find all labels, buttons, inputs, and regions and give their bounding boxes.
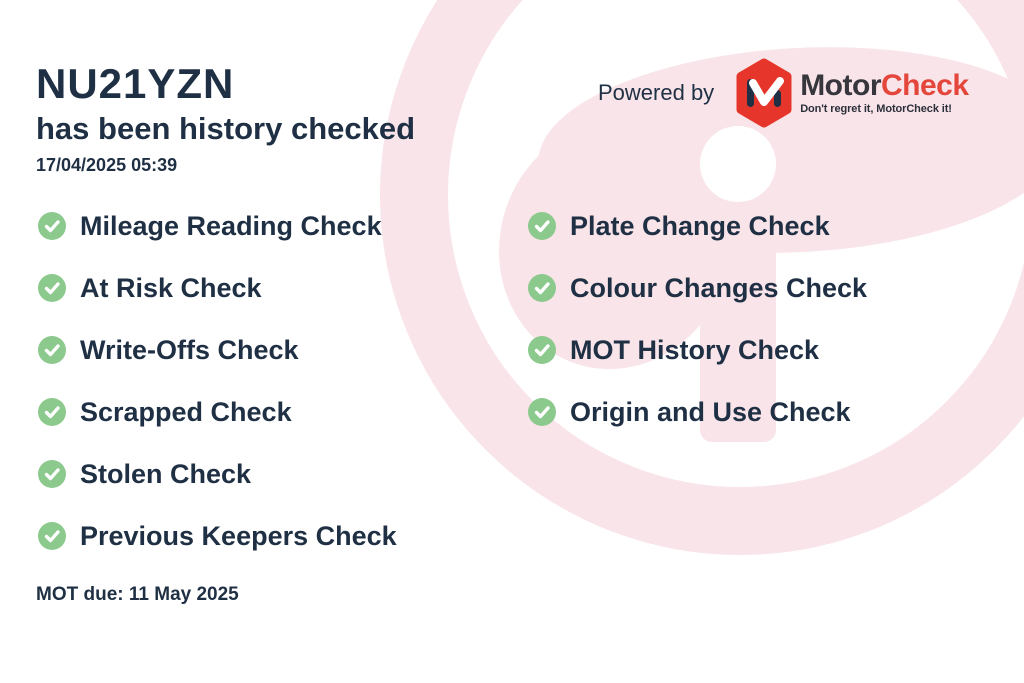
- check-item: [38, 212, 397, 240]
- check-item-label: Scrapped Check: [80, 397, 292, 427]
- powered-by-label: Powered by: [598, 80, 715, 105]
- checks-column-right: [528, 212, 867, 426]
- check-item-label: Write-Offs Check: [80, 335, 299, 365]
- check-circle-icon: [38, 274, 66, 302]
- check-circle-icon: [528, 212, 556, 240]
- brand-name: [800, 69, 968, 102]
- check-item-label: At Risk Check: [80, 273, 262, 303]
- checks-column-left: [38, 212, 397, 550]
- check-circle-icon: [528, 336, 556, 364]
- check-timestamp: 17/04/2025 05:39: [36, 155, 178, 175]
- check-item: [38, 336, 397, 364]
- check-item-label: Plate Change Check: [570, 211, 830, 241]
- check-item: [38, 274, 397, 302]
- check-item: [38, 398, 397, 426]
- check-item-label: MOT History Check: [570, 335, 820, 365]
- branding-bar: [598, 55, 998, 131]
- check-item: [38, 522, 397, 550]
- registration-plate-title: NU21YZN: [36, 60, 235, 107]
- check-item: [528, 398, 867, 426]
- check-item: [528, 336, 867, 364]
- history-checked-subtitle: has been history checked: [36, 111, 416, 146]
- check-item-label: Stolen Check: [80, 459, 252, 489]
- check-circle-icon: [38, 460, 66, 488]
- check-item-label: Mileage Reading Check: [80, 211, 382, 241]
- check-circle-icon: [528, 398, 556, 426]
- check-item-label: Colour Changes Check: [570, 273, 868, 303]
- brand-tagline: Don't regret it, MotorCheck it!: [800, 103, 952, 115]
- check-item-label: Previous Keepers Check: [80, 521, 397, 551]
- motorcheck-hexagon-logo-icon: [734, 58, 794, 128]
- check-circle-icon: [38, 336, 66, 364]
- brand-name-check: Check: [881, 69, 969, 102]
- check-circle-icon: [528, 274, 556, 302]
- check-circle-icon: [38, 522, 66, 550]
- brand-name-motor: Motor: [800, 69, 881, 102]
- check-item: [528, 212, 867, 240]
- check-circle-icon: [38, 212, 66, 240]
- mot-due-date: MOT due: 11 May 2025: [36, 584, 239, 605]
- brand-wordmark: [800, 71, 968, 115]
- check-circle-icon: [38, 398, 66, 426]
- check-item: [528, 274, 867, 302]
- check-item: [38, 460, 397, 488]
- check-item-label: Origin and Use Check: [570, 397, 851, 427]
